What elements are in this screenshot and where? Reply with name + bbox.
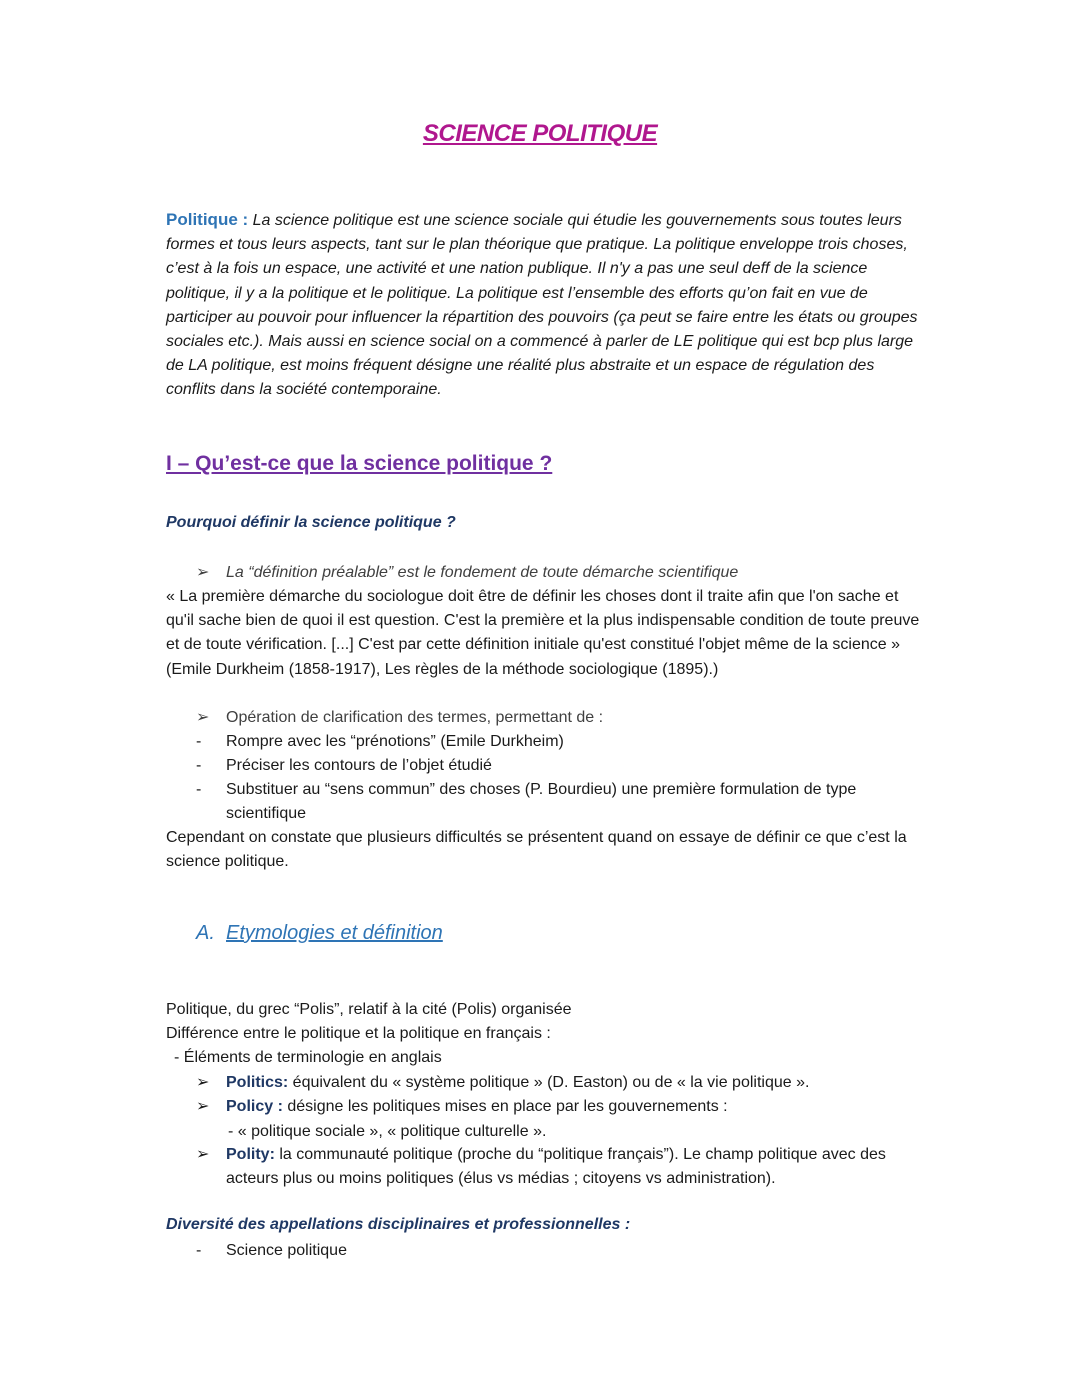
conclusion-paragraph: Cependant on constate que plusieurs difficultés se présentent quand on essaye de définir ce que c’est la science politique. xyxy=(166,829,907,871)
bullet-definition xyxy=(196,561,738,585)
section-heading-a-text: Etymologies et définition xyxy=(226,922,443,944)
bullet-definition-text: La “définition préalable” est le fondement de toute démarche scientifique xyxy=(226,564,739,581)
etymology-line: Politique, du grec “Polis”, relatif à la cité (Polis) organisée xyxy=(166,1001,572,1018)
dash-bullet: - xyxy=(196,757,202,774)
section-letter: A. xyxy=(196,922,215,944)
term-text: la communauté politique (proche du “politique français”). Le champ politique avec des acteurs plus ou moins politiques (élus vs médias ; citoyens vs administration). xyxy=(226,1146,886,1187)
term-text: équivalent du « système politique » (D. Easton) ou de « la vie politique ». xyxy=(288,1074,810,1091)
list-item-text: Science politique xyxy=(226,1242,347,1259)
list-item xyxy=(196,1239,916,1263)
term-polity xyxy=(196,1143,916,1191)
document-title: SCIENCE POLITIQUE xyxy=(422,120,658,147)
durkheim-quote: « La première démarche du sociologue doit être de définir les choses dont il traite afin que l'on sache et qu'il sache bien de quoi il est question. C'est la première et la plus indispensable condition de toute preuve et de toute vérification. [...] C'est par cette définition initiale qu'est constitué l'objet même de la science » (Emile Durkheim (1858-1917), Les règles de la méthode sociologique (1895).) xyxy=(166,588,920,678)
list-item-text: Préciser les contours de l’objet étudié xyxy=(226,757,492,774)
term-politics xyxy=(196,1071,916,1095)
dash-bullet: - xyxy=(196,733,202,750)
term-label: Policy : xyxy=(226,1098,283,1115)
term-label: Politics: xyxy=(226,1074,289,1091)
bullet-clarification-text: Opération de clarification des termes, permettant de : xyxy=(226,709,604,726)
term-text: désigne les politiques mises en place par les gouvernements : xyxy=(282,1098,728,1115)
dash-bullet: - xyxy=(196,1242,202,1259)
bullet-clarification xyxy=(196,706,603,730)
list-item xyxy=(196,730,916,754)
policy-examples: - « politique sociale », « politique culturelle ». xyxy=(228,1123,547,1140)
arrow-bullet-icon: ➢ xyxy=(196,1146,210,1163)
section-heading-1: I – Qu’est-ce que la science politique ? xyxy=(166,452,553,475)
list-item xyxy=(196,754,916,778)
term-label: Polity: xyxy=(226,1146,275,1163)
list-item-text: Substituer au “sens commun” des choses (P. Bourdieu) une première formulation de type scientifique xyxy=(226,781,857,822)
terminology-line: - Éléments de terminologie en anglais xyxy=(174,1049,442,1066)
dash-bullet: - xyxy=(196,781,202,798)
subheading-diversity: Diversité des appellations disciplinaires et professionnelles : xyxy=(166,1216,631,1233)
difference-line: Différence entre le politique et la politique en français : xyxy=(166,1025,551,1042)
arrow-bullet-icon: ➢ xyxy=(196,1074,210,1091)
arrow-bullet-icon: ➢ xyxy=(196,564,210,581)
section-heading-a xyxy=(196,922,443,945)
intro-text: La science politique est une science sociale qui étudie les gouvernements sous toutes leurs formes et tous leurs aspects, tant sur le plan théorique que pratique. La politique enveloppe trois choses, c’est à la fois un espace, une activité et une nation publique. Il n'y a pas une seul deff de la science politique, il y a la politique et le politique. La politique est l’ensemble des efforts qu’on fait en vue de participer au pouvoir pour influencer la répartition des pouvoirs (ça peut se faire entre les états ou groupes sociales etc.). Mais aussi en science social on a commencé à parler de LE politique qui est bcp plus large de LA politique, est moins fréquent désigne une réalité plus abstraite et un espace de régulation des conflits dans la société contemporaine. xyxy=(166,212,918,399)
intro-paragraph xyxy=(166,208,926,403)
intro-lead: Politique : xyxy=(166,210,249,229)
arrow-bullet-icon: ➢ xyxy=(196,1098,210,1115)
list-item xyxy=(196,778,916,826)
term-policy xyxy=(196,1095,916,1119)
arrow-bullet-icon: ➢ xyxy=(196,709,210,726)
subheading-why-define: Pourquoi définir la science politique ? xyxy=(166,514,456,531)
list-item-text: Rompre avec les “prénotions” (Emile Durkheim) xyxy=(226,733,564,750)
